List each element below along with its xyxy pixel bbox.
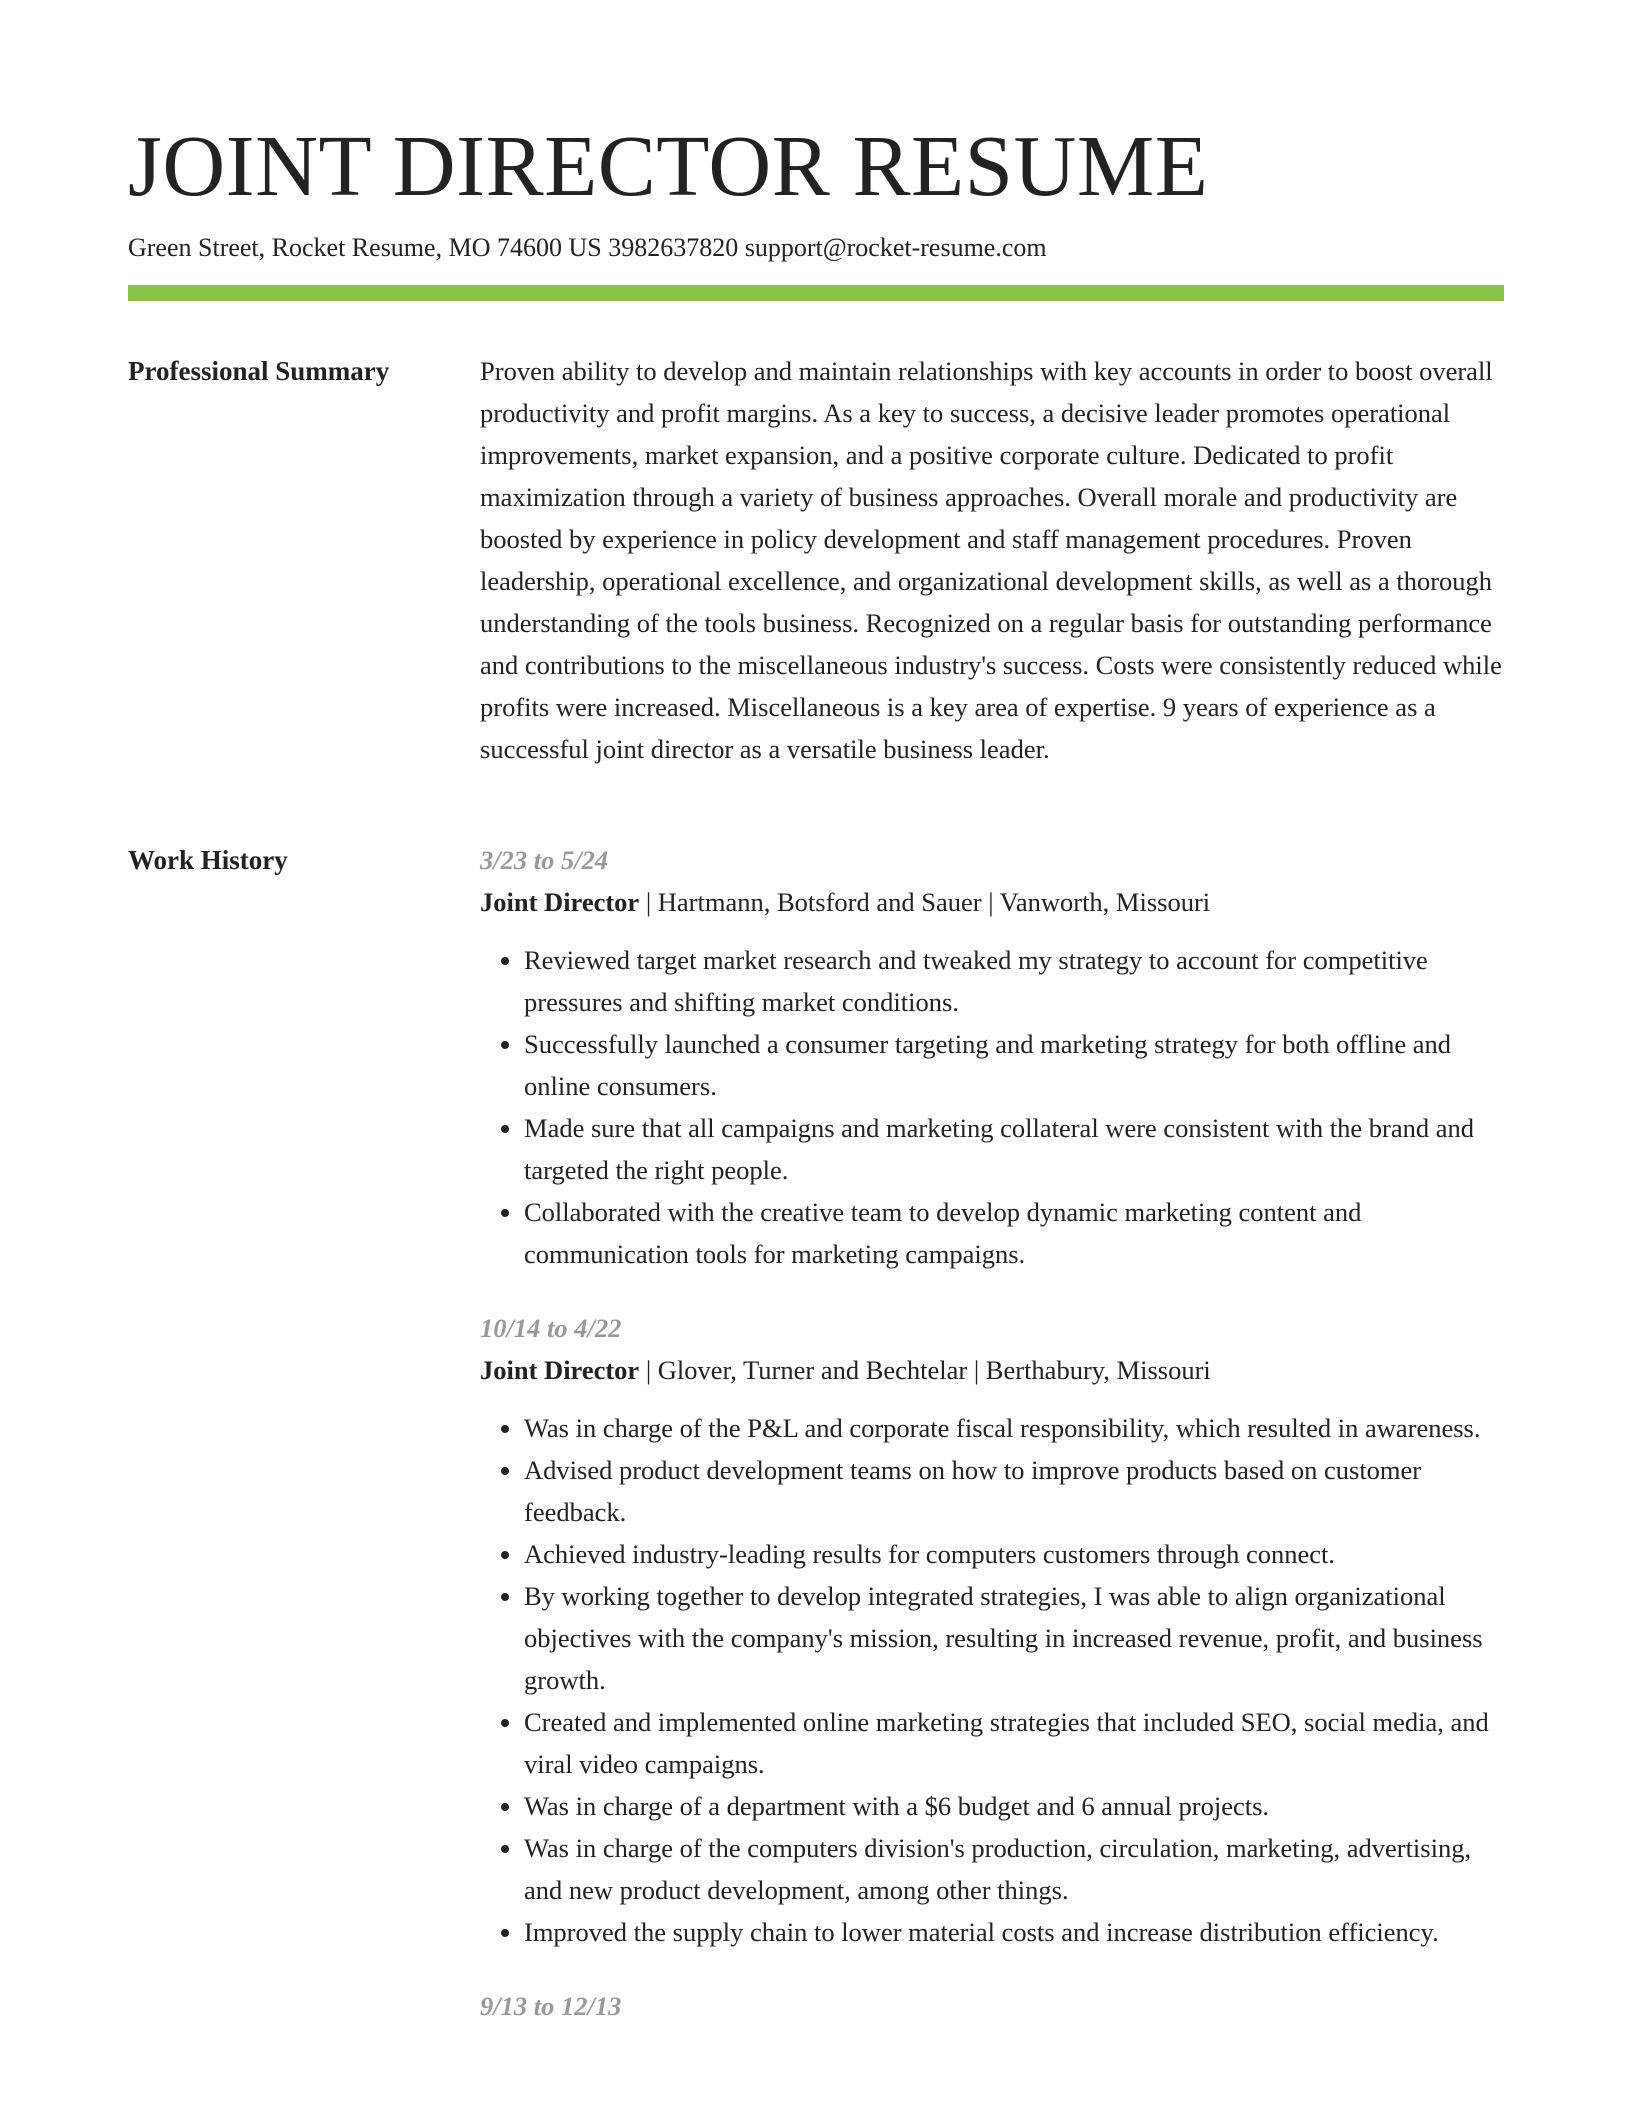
job-bullet: • Successfully launched a consumer targeting and marketing strategy for both offline and online consumers.	[524, 1023, 1504, 1107]
accent-divider	[128, 285, 1504, 301]
job-bullet: • Achieved industry-leading results for computers customers through connect.	[524, 1533, 1504, 1575]
job-bullet: • Was in charge of a department with a $6 budget and 6 annual projects.	[524, 1785, 1504, 1827]
summary-text: Proven ability to develop and maintain relationships with key accounts in order to boost overall productivity and profit margins. As a key to success, a decisive leader promotes operational improvements, market expansion, and a positive corporate culture. Dedicated to profit maximization through a variety of business approaches. Overall morale and productivity are boosted by experience in policy development and staff management procedures. Proven leadership, operational excellence, and organizational development skills, as well as a thorough understanding of the tools business. Recognized on a regular basis for outstanding performance and contributions to the miscellaneous industry's success. Costs were consistently reduced while profits were increased. Miscellaneous is a key area of expertise. 9 years of experience as a successful joint director as a versatile business leader.	[480, 356, 1502, 764]
job-bullet: • Reviewed target market research and tweaked my strategy to account for competitive pressures and shifting market conditions.	[524, 939, 1504, 1023]
job-bullet: • Was in charge of the computers division's production, circulation, marketing, advertising, and new product development, among other things.	[524, 1827, 1504, 1911]
job-dates: 3/23 to 5/24	[480, 845, 609, 875]
job-bullets	[480, 939, 1504, 1275]
summary-label: Professional Summary	[128, 356, 390, 386]
job-bullet: • Advised product development teams on how to improve products based on customer feedback.	[524, 1449, 1504, 1533]
job-dates: 10/14 to 4/22	[480, 1313, 622, 1343]
summary-section	[480, 350, 1504, 770]
job-entry	[480, 839, 1504, 1275]
job-bullet: • Made sure that all campaigns and marketing collateral were consistent with the brand and targeted the right people.	[524, 1107, 1504, 1191]
job-dates: 9/13 to 12/13	[480, 1991, 622, 2021]
work-history-section	[480, 839, 1504, 2059]
job-entry	[480, 1985, 1504, 2027]
job-details: | Hartmann, Botsford and Sauer | Vanworth, Missouri	[639, 887, 1211, 917]
job-title: Joint Director	[480, 1355, 640, 1385]
job-title: Joint Director	[480, 887, 640, 917]
job-bullet: • By working together to develop integrated strategies, I was able to align organizational objectives with the company's mission, resulting in increased revenue, profit, and business growth.	[524, 1575, 1504, 1701]
resume-title: JOINT DIRECTOR RESUME	[128, 117, 1209, 214]
work-history-label: Work History	[128, 845, 288, 875]
job-bullets	[480, 1407, 1504, 1953]
job-heading	[480, 881, 1504, 923]
job-heading	[480, 1349, 1504, 1391]
job-entry	[480, 1307, 1504, 1953]
job-details: | Glover, Turner and Bechtelar | Berthabury, Missouri	[639, 1355, 1211, 1385]
contact-line: Green Street, Rocket Resume, MO 74600 US 3982637820 support@rocket-resume.com	[128, 233, 1047, 262]
job-bullet: • Was in charge of the P&L and corporate fiscal responsibility, which resulted in awareness.	[524, 1407, 1504, 1449]
job-bullet: • Collaborated with the creative team to develop dynamic marketing content and communication tools for marketing campaigns.	[524, 1191, 1504, 1275]
job-bullet: • Improved the supply chain to lower material costs and increase distribution efficiency.	[524, 1911, 1504, 1953]
job-bullet: • Created and implemented online marketing strategies that included SEO, social media, and viral video campaigns.	[524, 1701, 1504, 1785]
